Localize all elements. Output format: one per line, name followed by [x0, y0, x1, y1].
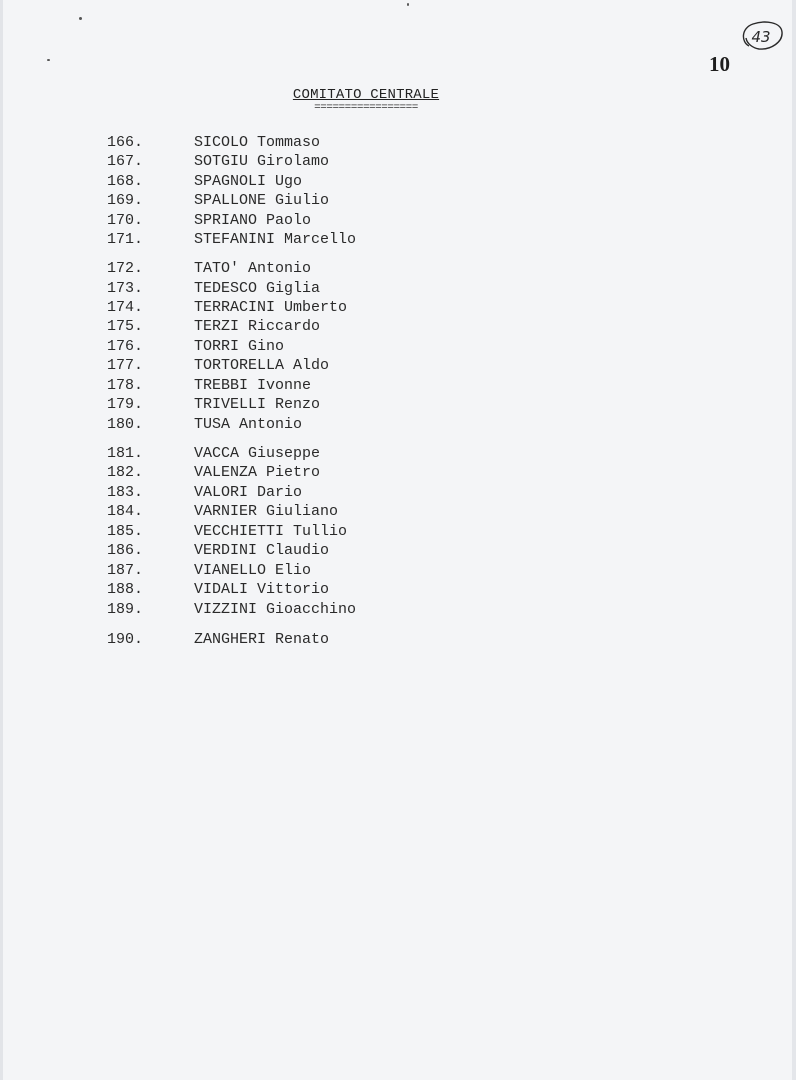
member-name: STEFANINI Marcello: [194, 231, 357, 248]
member-name: SICOLO Tommaso: [194, 134, 321, 151]
member-name: TRIVELLI Renzo: [194, 396, 321, 413]
member-name: TERZI Riccardo: [194, 318, 321, 335]
member-number: 177.: [107, 357, 144, 374]
member-number: 175.: [107, 318, 144, 335]
member-name: TERRACINI Umberto: [194, 299, 348, 316]
member-number: 186.: [107, 542, 144, 559]
member-name: VECCHIETTI Tullio: [194, 523, 348, 540]
member-name: TORTORELLA Aldo: [194, 357, 330, 374]
member-number: 169.: [107, 192, 144, 209]
member-name: SOTGIU Girolamo: [194, 153, 330, 170]
member-name: VACCA Giuseppe: [194, 445, 321, 462]
member-name: TORRI Gino: [194, 338, 285, 355]
members-list: [3, 0, 796, 1080]
member-number: 167.: [107, 153, 144, 170]
member-number: 172.: [107, 260, 144, 277]
member-name: TUSA Antonio: [194, 416, 303, 433]
page-title: COMITATO CENTRALE: [292, 87, 440, 103]
title-double-rule: =================: [314, 104, 418, 112]
member-name: VIZZINI Gioacchino: [194, 601, 357, 618]
member-number: 179.: [107, 396, 144, 413]
handwritten-number-text: 43: [751, 28, 771, 46]
member-name: SPALLONE Giulio: [194, 192, 330, 209]
member-name: TEDESCO Giglia: [194, 280, 321, 297]
member-number: 188.: [107, 581, 144, 598]
member-number: 181.: [107, 445, 144, 462]
member-name: VARNIER Giuliano: [194, 503, 339, 520]
member-name: VERDINI Claudio: [194, 542, 330, 559]
member-number: 189.: [107, 601, 144, 618]
member-number: 178.: [107, 377, 144, 394]
member-name: SPAGNOLI Ugo: [194, 173, 303, 190]
member-number: 166.: [107, 134, 144, 151]
member-name: TATO' Antonio: [194, 260, 312, 277]
member-name: VIDALI Vittorio: [194, 581, 330, 598]
member-number: 190.: [107, 631, 144, 648]
member-name: VIANELLO Elio: [194, 562, 312, 579]
member-number: 183.: [107, 484, 144, 501]
member-number: 187.: [107, 562, 144, 579]
member-number: 170.: [107, 212, 144, 229]
member-number: 168.: [107, 173, 144, 190]
member-number: 174.: [107, 299, 144, 316]
member-number: 184.: [107, 503, 144, 520]
page-number: 10: [709, 52, 730, 76]
member-number: 176.: [107, 338, 144, 355]
member-name: VALORI Dario: [194, 484, 303, 501]
member-number: 185.: [107, 523, 144, 540]
member-number: 171.: [107, 231, 144, 248]
member-name: SPRIANO Paolo: [194, 212, 312, 229]
member-number: 182.: [107, 464, 144, 481]
member-name: ZANGHERI Renato: [194, 631, 330, 648]
member-name: TREBBI Ivonne: [194, 377, 312, 394]
member-number: 173.: [107, 280, 144, 297]
member-name: VALENZA Pietro: [194, 464, 321, 481]
member-number: 180.: [107, 416, 144, 433]
